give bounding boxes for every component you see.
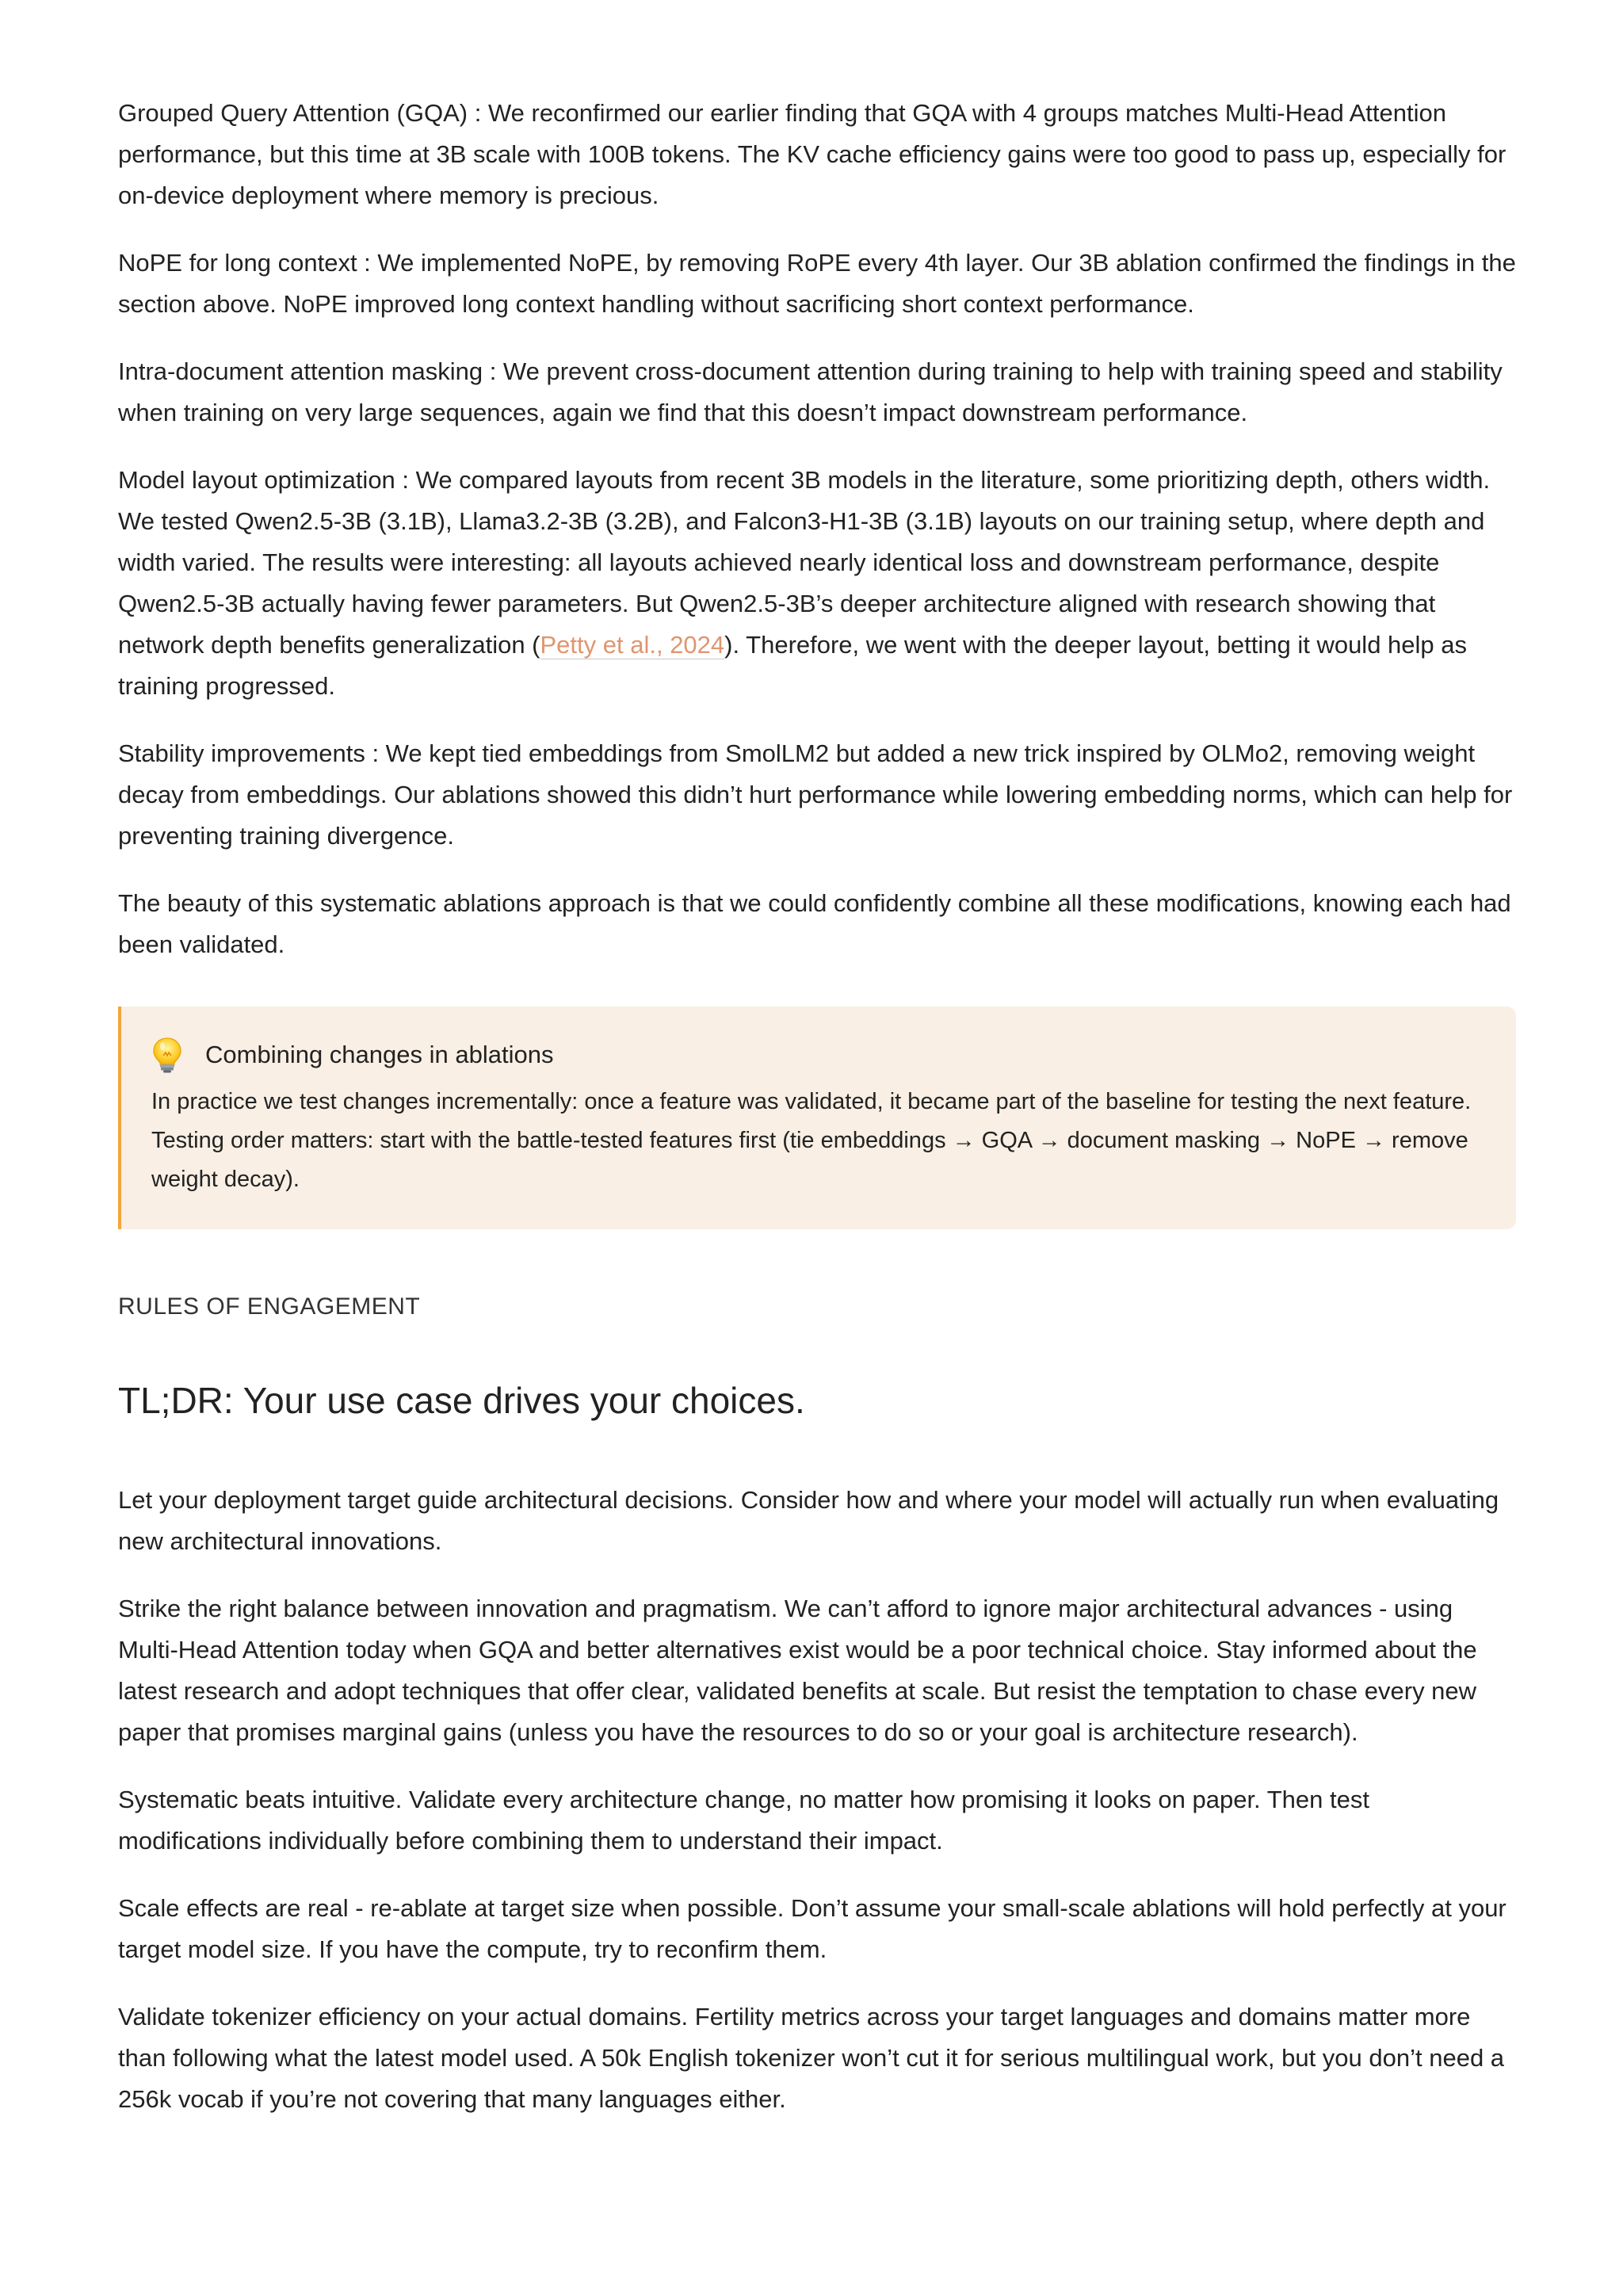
paragraph-stability: Stability improvements : We kept tied embeddings from SmolLM2 but added a new trick inspired by OLMo2, removing weight decay from embeddings. Our ablations showed this didn’t hurt performance while lowering embedding norms, which can help for preventing training divergence. — [118, 739, 1513, 850]
callout-header — [151, 1037, 1484, 1073]
callout-title: Combining changes in ablations — [205, 1041, 554, 1068]
lightbulb-icon — [151, 1037, 183, 1073]
section-label: RULES OF ENGAGEMENT — [118, 1293, 421, 1320]
tldr-heading: TL;DR: Your use case drives your choices. — [118, 1380, 805, 1421]
article-body — [118, 93, 1516, 2120]
paragraph-innovation-pragmatism: Strike the right balance between innovation and pragmatism. We can’t afford to ignore major architectural advances - using Multi-Head Attention today when GQA and better alternatives exist would be a poor technical choice. Stay informed about the latest research and adopt techniques that offer clear, validated benefits at scale. But resist the temptation to chase every new paper that promises marginal gains (unless you have the resources to do so or your goal is architecture research). — [118, 1595, 1477, 1746]
paragraph-model-layout-text-after: ). Therefore, we went with the deeper layout, betting it would help as training progressed. — [118, 631, 1468, 700]
paragraph-deployment-target: Let your deployment target guide architectural decisions. Consider how and where your model will actually run when evaluating new architectural innovations. — [118, 1486, 1499, 1555]
paragraph-intra-document-masking: Intra-document attention masking : We prevent cross-document attention during training to help with training speed and stability when training on very large sequences, again we find that this doesn’t impact downstream performance. — [118, 357, 1503, 426]
callout-body: In practice we test changes incrementally: once a feature was validated, it became part of the baseline for testing the next feature. Testing order matters: start with the battle-tested features first (tie embeddings → GQA → document masking → NoPE → remove weight decay). — [151, 1089, 1472, 1192]
paragraph-scale-effects: Scale effects are real - re-ablate at target size when possible. Don’t assume your small-scale ablations will hold perfectly at your target model size. If you have the compute, try to reconfirm them. — [118, 1894, 1507, 1963]
paragraph-model-layout — [118, 460, 1516, 707]
citation-link[interactable]: Petty et al., 2024 — [540, 631, 725, 659]
callout-box — [118, 1007, 1516, 1229]
paragraph-gqa: Grouped Query Attention (GQA) : We reconfirmed our earlier finding that GQA with 4 groups matches Multi-Head Attention performance, but this time at 3B scale with 100B tokens. The KV cache efficiency gains were too good to pass up, especially for on-device deployment where memory is precious. — [118, 99, 1507, 209]
paragraph-systematic-ablations: The beauty of this systematic ablations approach is that we could confidently combine all these modifications, knowing each had been validated. — [118, 889, 1511, 958]
paragraph-model-layout-text-before: Model layout optimization : We compared layouts from recent 3B models in the literature, some prioritizing depth, others width. We tested Qwen2.5-3B (3.1B), Llama3.2-3B (3.2B), and Falcon3-H1-3B (3.1B) layouts on our training setup, where depth and width varied. The results were interesting: all layouts achieved nearly identical loss and downstream performance, despite Qwen2.5-3B actually having fewer parameters. But Qwen2.5-3B’s deeper architecture aligned with research showing that network depth benefits generalization ( — [118, 466, 1491, 659]
paragraph-tokenizer-efficiency: Validate tokenizer efficiency on your actual domains. Fertility metrics across your target languages and domains matter more than following what the latest model used. A 50k English tokenizer won’t cut it for serious multilingual work, but you don’t need a 256k vocab if you’re not covering that many languages either. — [118, 2003, 1505, 2113]
paragraph-nope: NoPE for long context : We implemented NoPE, by removing RoPE every 4th layer. Our 3B ablation confirmed the findings in the section above. NoPE improved long context handling without sacrificing short context performance. — [118, 249, 1516, 318]
paragraph-systematic-beats-intuitive: Systematic beats intuitive. Validate every architecture change, no matter how promising it looks on paper. Then test modifications individually before combining them to understand their impact. — [118, 1786, 1369, 1855]
